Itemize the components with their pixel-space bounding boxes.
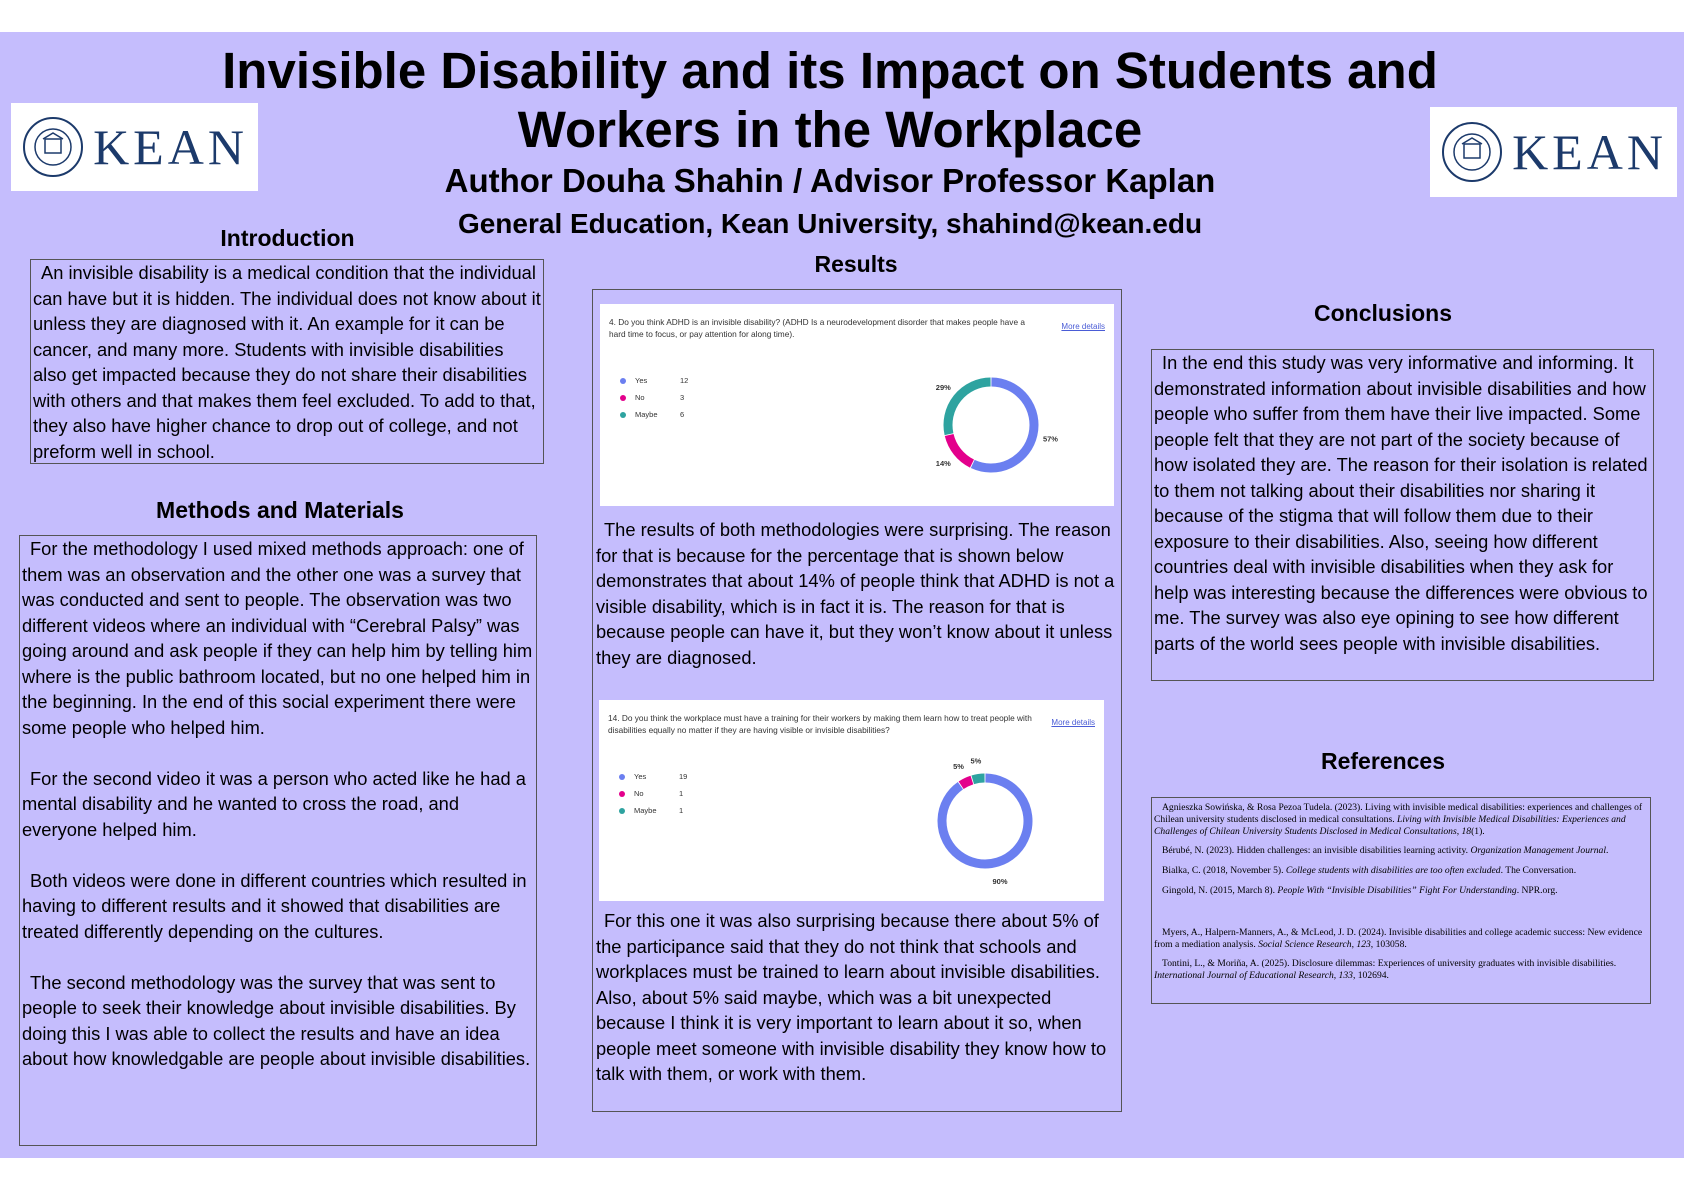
references-heading: References — [1320, 748, 1446, 774]
reference-text: Bialka, C. (2018, November 5). — [1162, 865, 1286, 877]
reference-text: Agnieszka Sowińska, & Rosa Pezoa Tudela. (2023). Living with invisible medical disabilities: experiences and challenges of Chilean university students disclosed in medical consultations. — [1154, 802, 1643, 825]
results-text-1: The results of both methodologies were surprising. The reason for that is because for the percentage that is shown below demonstrates that about 14% of people think that ADHD is not a visible disability, which is in fact it is. The reason for that is because people can have it, but they won’t know about it unless they are diagnosed. — [596, 519, 1115, 668]
affiliation: General Education, Kean University, shahind@kean.edu — [457, 208, 1203, 239]
authors: Author Douha Shahin / Advisor Professor Kaplan — [444, 162, 1216, 199]
methods-paragraph: The second methodology was the survey that was sent to people to seek their knowledge about invisible disabilities. By doing this I was able to collect the results and have an idea about how knowledgable are people about invisible disabilities. — [22, 971, 531, 1069]
kean-seal-icon — [21, 115, 85, 179]
reference-text: Myers, A., Halpern-Manners, A., & McLeod, J. D. (2024). Invisible disabilities and college academic success: New evidence from a mediation analysis. — [1154, 926, 1643, 950]
reference-text: Tontini, L., & Moriña, A. (2025). Disclosure dilemmas: Experiences of university graduates with invisible disabilities. — [1162, 958, 1617, 970]
results-text-2-box — [594, 908, 1119, 1087]
kean-logo-text: KEAN — [1512, 124, 1667, 180]
donut-slice-no — [961, 780, 972, 785]
more-details-link[interactable]: More details — [1061, 322, 1105, 331]
reference-item — [1154, 802, 1648, 837]
reference-item — [1154, 927, 1648, 951]
conclusions-text: In the end this study was very informative and informing. It demonstrated information about invisible disabilities and how people who suffer from them have their live impacted. Some people felt that they are not part of the society because of how isolated they are. The reason for their isolation is related to them not talking about their disabilities nor sharing it because of the stigma that will follow them due to their exposure to their disabilities. Also, seeing how different countries deal with invisible disabilities when they ask for help was interesting because the differences were obvious to me. The survey was also eye opining to see how different parts of the world sees people with invisible disabilities. — [1154, 352, 1648, 654]
adhd-survey-chart — [600, 304, 1114, 506]
legend-label: Yes — [634, 772, 647, 781]
reference-item — [1154, 845, 1648, 857]
methods-paragraph: For the second video it was a person who acted like he had a mental disability and he wanted to cross the road, and everyone helped him. — [22, 767, 526, 840]
conclusions-heading: Conclusions — [1313, 300, 1452, 326]
poster-title-line2: Workers in the Workplace — [517, 101, 1143, 158]
results-text-2: For this one it was also surprising because there about 5% of the participance said that they do not think that schools and workplaces must be trained to learn about invisible disabilities. Also, about 5% said maybe, which was a bit unexpected because I think it is very important to learn about it so, when people meet someone with invisible disability they know how to talk with them, or work with them. — [596, 910, 1107, 1084]
results-heading: Results — [814, 251, 898, 277]
donut-slice-maybe — [948, 382, 991, 434]
reference-source: Living with Invisible Medical Disabilities: Experiences and Challenges of Chilean University Students Disclosed in Medical Consultations, 18 — [1154, 813, 1626, 837]
donut-label-yes: 57% — [1042, 434, 1058, 444]
reference-source: Social Science Research, 123 — [1258, 938, 1371, 950]
reference-text: (1). — [1471, 825, 1485, 837]
donut-slice-yes — [973, 382, 1034, 468]
reference-source: Organization Management Journal — [1470, 845, 1606, 857]
conclusions-box — [1151, 349, 1654, 681]
donut-slice-no — [949, 435, 972, 464]
kean-logo-left — [11, 103, 258, 191]
reference-source: International Journal of Educational Research, 133 — [1154, 970, 1353, 982]
poster-title-line1: Invisible Disability and its Impact on Students and — [222, 42, 1438, 99]
donut-label-no: 5% — [953, 762, 964, 772]
reference-text: Bérubé, N. (2023). Hidden challenges: an invisible disabilities learning activity. — [1162, 845, 1471, 857]
legend-count: 1 — [679, 806, 684, 815]
legend-label: Maybe — [634, 806, 657, 815]
donut-label-maybe: 5% — [970, 756, 982, 766]
donut-slice-maybe — [973, 778, 985, 780]
reference-item — [1154, 958, 1648, 982]
legend-count: 19 — [679, 772, 688, 781]
donut-label-maybe: 29% — [935, 382, 951, 392]
donut-chart — [600, 304, 1114, 506]
reference-source: College students with disabilities are too often excluded — [1285, 865, 1501, 877]
legend-label: No — [634, 789, 644, 798]
reference-text: . The Conversation. — [1500, 865, 1577, 877]
introduction-text: An invisible disability is a medical condition that the individual can have but it is hidden. The individual does not know about it unless they are diagnosed with it. An example for it can be cancer, and many more. Students with invisible disabilities also get impacted because they do not share their disabilities with others and that makes them feel excluded. To add to that, they also have higher chance to drop out of college, and not preform well in school. — [33, 262, 541, 462]
legend-label: Maybe — [635, 410, 658, 419]
references-box — [1151, 797, 1651, 1004]
legend-count: 6 — [680, 410, 685, 419]
reference-item — [1154, 885, 1648, 897]
results-text-1-box — [594, 517, 1119, 670]
legend-count: 3 — [680, 393, 685, 402]
methods-heading: Methods and Materials — [156, 497, 404, 523]
kean-seal-icon — [1440, 120, 1504, 184]
chart-question: 4. Do you think ADHD is an invisible disability? (ADHD Is a neurodevelopment disorder that makes people have a hard time to focus, or pay attention for along time). — [609, 317, 1025, 339]
reference-text: . NPR.org. — [1516, 884, 1558, 896]
legend-label: No — [635, 393, 645, 402]
legend-label: Yes — [635, 376, 648, 385]
donut-label-no: 14% — [935, 459, 951, 469]
kean-logo-right — [1430, 107, 1677, 197]
methods-box — [19, 535, 537, 1146]
donut-label-yes: 90% — [992, 877, 1008, 886]
legend-count: 1 — [679, 789, 684, 798]
legend-count: 12 — [680, 376, 689, 385]
more-details-link[interactable]: More details — [1051, 718, 1095, 727]
introduction-box — [30, 259, 544, 464]
reference-text: , 103058. — [1370, 938, 1407, 950]
donut-slice-yes — [942, 778, 1028, 864]
reference-item — [1154, 865, 1648, 877]
chart-question: 14. Do you think the workplace must have a training for their workers by making them learn how to treat people with disabilities equally no matter if they are having visible or invisible disabilities? — [608, 713, 1032, 735]
donut-chart — [599, 700, 1104, 901]
methods-paragraph: For the methodology I used mixed methods approach: one of them was an observation and the other one was a survey that was conducted and sent to people. The observation was two different videos where an individual with “Cerebral Palsy” was going around and ask people if they can help him by telling him where is the public bathroom located, but no one helped him in the beginning. In the end of this social experiment there were some people who helped him. — [22, 538, 533, 738]
methods-paragraph: Both videos were done in different countries which resulted in having to different results and it showed that disabilities are treated differently depending on the cultures. — [22, 869, 527, 942]
reference-source: People With “Invisible Disabilities” Fight For Understanding — [1277, 884, 1517, 896]
kean-logo-text: KEAN — [93, 119, 248, 175]
reference-text: , 102694. — [1352, 970, 1389, 982]
reference-text: Gingold, N. (2015, March 8). — [1162, 884, 1278, 896]
workplace-training-survey-chart — [599, 700, 1104, 901]
introduction-heading: Introduction — [220, 225, 355, 251]
reference-text: . — [1605, 845, 1609, 857]
